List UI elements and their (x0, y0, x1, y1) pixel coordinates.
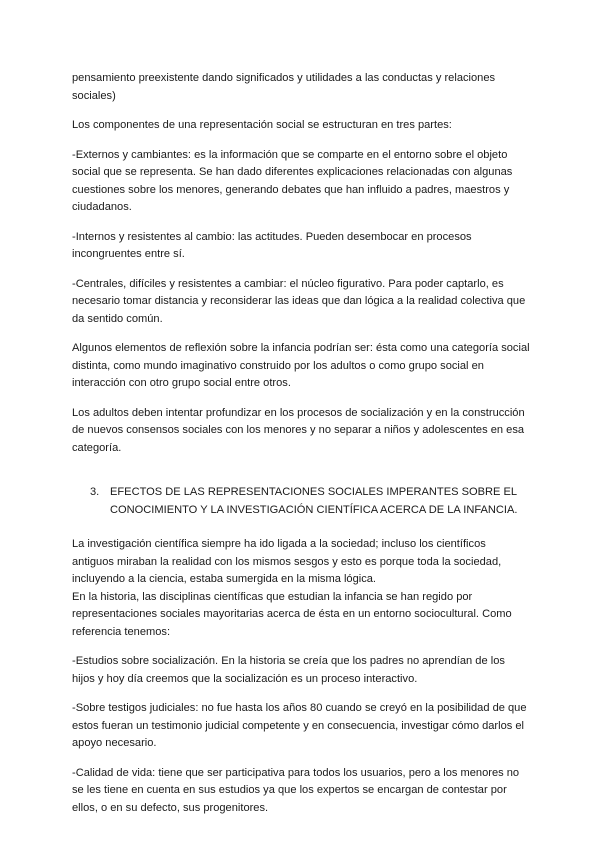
paragraph-reflection: Algunos elementos de reflexión sobre la infancia podrían ser: ésta como una categoría social distinta, como mundo imaginativo construido por los adultos o como grupo social en interacción con otro grupo social entre otros. (72, 342, 530, 389)
section-number: 3. (90, 486, 100, 498)
paragraph-witnesses: -Sobre testigos judiciales: no fue hasta los años 80 cuando se creyó en la posibilidad de que estos fueran un testimonio judicial competente y en consecuencia, investigar cómo darlos el apoyo necesario. (72, 702, 527, 749)
paragraph-continuation: pensamiento preexistente dando significados y utilidades a las conductas y relaciones sociales) (72, 72, 496, 102)
paragraph-central: -Centrales, difíciles y resistentes a cambiar: el núcleo figurativo. Para poder captarlo, es necesario tomar distancia y reconsiderar las ideas que dan lógica a la realidad colectiva que da sentido común. (72, 277, 526, 325)
paragraph-adults: Los adultos deben intentar profundizar en los procesos de socialización y en la construcción de nuevos consensos sociales con los menores y no separar a niños y adolescentes en esa categoría. (72, 406, 525, 454)
paragraph-components-intro: Los componentes de una representación social se estructuran en tres partes: (72, 119, 452, 131)
section-heading (72, 484, 530, 519)
section-title: EFECTOS DE LAS REPRESENTACIONES SOCIALES IMPERANTES SOBRE EL CONOCIMIENTO Y LA INVESTIGACIÓN CIENTÍFICA ACERCA DE LA INFANCIA. (110, 486, 518, 516)
paragraph-socialization: -Estudios sobre socialización. En la historia se creía que los padres no aprendían de los hijos y hoy día creemos que la socialización es un proceso interactivo. (72, 655, 505, 685)
paragraph-quality-of-life: -Calidad de vida: tiene que ser participativa para todos los usuarios, pero a los menores no se les tiene en cuenta en sus estudios ya que los expertos se encargan de contestar por ellos, o en su defecto, sus progenitores. (72, 766, 520, 814)
document-page (72, 70, 530, 817)
paragraph-history: En la historia, las disciplinas científicas que estudian la infancia se han regido por representaciones sociales mayoritarias acerca de ésta en un entorno sociocultural. Como referencia tenemos: (72, 590, 512, 638)
paragraph-research: La investigación científica siempre ha ido ligada a la sociedad; incluso los científicos antiguos miraban la realidad con los mismos sesgos y esto es porque toda la sociedad, incluyendo a la ciencia, estaba sumergida en la misma lógica. (72, 538, 502, 585)
paragraph-external: -Externos y cambiantes: es la información que se comparte en el entorno sobre el objeto social que se representa. Se han dado diferentes explicaciones relacionadas con algunas cuestiones sobre los menores, generando debates que han influido a padres, maestros y ciudadanos. (72, 148, 513, 213)
paragraph-internal: -Internos y resistentes al cambio: las actitudes. Pueden desembocar en procesos incongruentes entre sí. (72, 230, 472, 260)
